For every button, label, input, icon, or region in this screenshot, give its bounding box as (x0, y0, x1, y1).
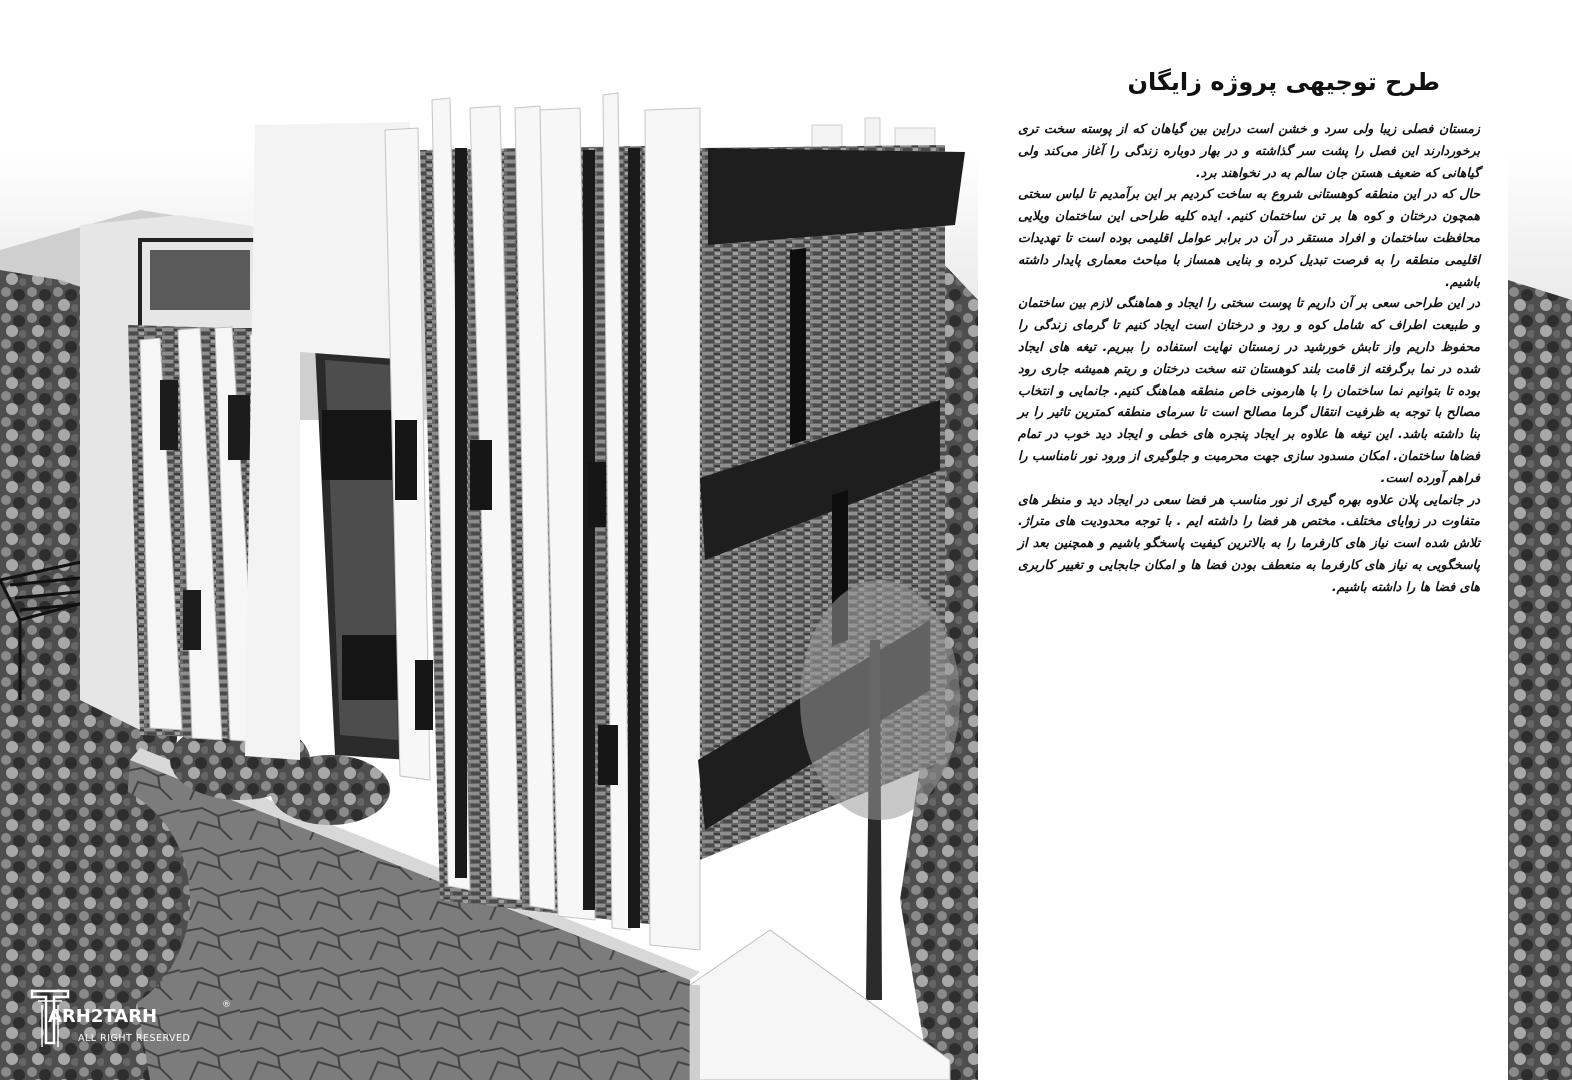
far-right-trees (1508, 280, 1572, 1080)
logo-wordmark: ARH2TARH (48, 1006, 158, 1027)
foreground-box-side (690, 985, 700, 1080)
shrub-2 (270, 755, 390, 825)
paragraph-1: زمستان فصلی زیبا ولی سرد و خشن است دراین بین گیاهان که از پوسته سخت تری برخوردارند این فصل را پشت سر گذاشته و در بهار دوباره زندگی را آغاز می‌کند ولی گیاهانی که ضعیف هستن جان سالم به در نخواهند برد. (1018, 121, 1480, 180)
paragraph-4: در جانمایی پلان علاوه بهره گیری از نور مناسب هر فضا سعی در ایجاد دید و منظر های متفاوت در زوایای مختلف. مختص هر فضا را داشته ایم . با توجه محدودیت های متراژ. تلاش شده است نیاز های کارفرما را به بالاترین کیفیت پاسخگو باشیم و همچنین بعد از پاسخگویی به نیاز های کارفرما به منعطف بودن فضا ها و امکان جابجایی و تغییر کاربری های فضا ها را داشته باشیم. (1018, 491, 1480, 594)
front-tree-crown (800, 580, 960, 820)
page-title: طرح توجیهی پروژه زایگان (1127, 68, 1440, 96)
logo-subtitle: ALL RIGHT RESERVED (78, 1033, 191, 1044)
roof-plant (150, 250, 250, 310)
paragraph-3: در این طراحی سعی بر آن داریم تا پوست سختی را ایجاد و هماهنگی لازم بین ساختمان و طبیعت اطراف که شامل کوه و رود و درختان است ایجاد کنیم تا گرمای زندگی را محفوظ داریم واز تابش خورشید در زمستان نهایت استفاده را ببریم. تیغه های ایجاد شده در نما برگرفته از قامت بلند کوهستان تنه سخت درختان و ریتم همیشه جاری رود بوده تا بتوانیم نما ساختمان را با هارمونی خاص منطقه هماهنگ کنیم. جانمایی و انتخاب مصالح با توجه به ظرفیت انتقال گرما مصالح است تا سرمای منطقه کمترین تاثیر را بر بنا داشته باشد. این تیغه ها علاوه بر ایجاد پنجره های خطی و ایجاد دید خوب در تمام فضاها ساختمان. امکان مسدود سازی جهت محرمیت و جلوگیری از ورود نور نامناسب را فراهم آورده است. (1018, 295, 1481, 485)
window-frame-block-1 (322, 410, 392, 480)
logo-registered-mark: ® (222, 1000, 231, 1010)
paragraph-2: حال که در این منطقه کوهستانی شروع به ساخت کردیم بر این برآمدیم تا لباس سختی همچون درختان و کوه ها بر تن ساختمان کنیم. ایده کلیه طراحی این ساختمان ویلایی محافظت ساختمان و افراد مستقر در آن در برابر عوامل اقلیمی بوده است تا تهدیدات اقلیمی منطقه را به فرصت تبدیل کرده و بنایی همساز با مباحث معماری پایدار داشته باشیم. (1018, 186, 1480, 289)
right-window-1 (790, 248, 806, 445)
description-text (1018, 118, 1480, 598)
top-fins (812, 118, 935, 150)
